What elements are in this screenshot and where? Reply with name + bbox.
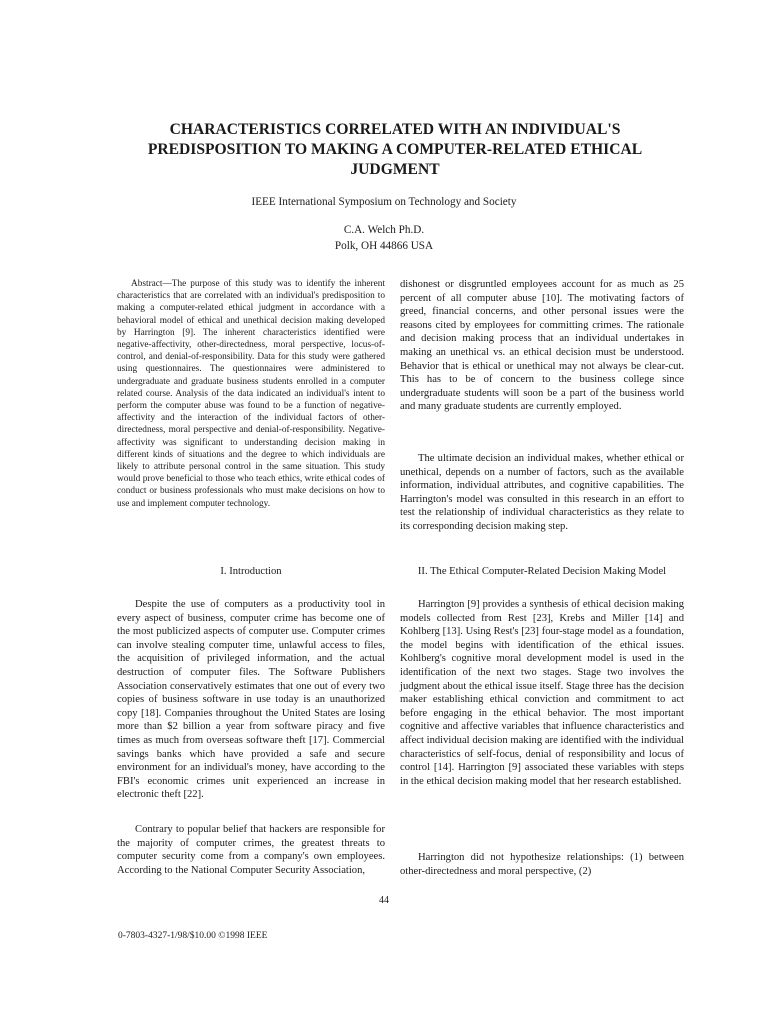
section-1-paragraph-1: Despite the use of computers as a productivity tool in every aspect of business, computer crime has become one of the most publicized aspects of computer use. Computer crimes can involve stealing computer time, unlawful access to files, the acquisition of privileged information, and the actual destruction of computer files. The Software Publishers Association conservatively estimates that one out of every two copies of business software in use today is an unauthorized copy [18]. Companies throughout the United States are losing more than $2 billion a year from software piracy and five times as much from overseas software theft [17]. Commercial savings banks which have provided a safe and secure environment for an individual's money, have according to the FBI's economic crimes unit experienced an increase in electronic theft [22]. (117, 599, 385, 801)
right-column-paragraph-1: dishonest or disgruntled employees account for as much as 25 percent of all computer abuse [10]. The motivating factors of greed, financial concerns, and other personal issues were the reasons cited by employees for committing crimes. The rationale and decision making process that an individual undertakes in making an unethical vs. an ethical decision must be understood. Behavior that is ethical or unethical may not always be clear-cut. This has to be of concern to the business college since undergraduate students will soon be a part of the business world and many graduate students are currently employed. (400, 279, 684, 413)
section-2-paragraph-2: Harrington did not hypothesize relationships: (1) between other-directedness and moral perspective, (2) (400, 852, 684, 877)
title-block (100, 120, 690, 180)
author-location: Polk, OH 44866 USA (334, 240, 434, 252)
section-2-paragraph-1: Harrington [9] provides a synthesis of ethical decision making models collected from Rest [23], Krebs and Miller [14] and Kohlberg [13]. Using Rest's [23] four-stage model as a foundation, the model begins with identification of the ethical issues. Kohlberg's cognitive moral development model is used in the identification of the next two stages. Stage two involves the judgment about the ethical issue itself. Stage three has the decision maker establishing ethical conviction and commitment to act before engaging in the ethical behavior. The most important cognitive and affective variables that influence characteristics and affect individual decision making are identified with the individual characteristics of self-focus, denial of responsibility and locus of control [14]. Harrington [9] associated these variables with steps in the ethical decision making model that her research established. (400, 599, 684, 787)
section-1-paragraph-2: Contrary to popular belief that hackers are responsible for the majority of computer crimes, the greatest threats to computer security come from a company's own employees. According to the National Computer Security Association, (117, 824, 385, 876)
section-2-heading: II. The Ethical Computer-Related Decision Making Model (417, 566, 667, 577)
right-column-paragraph-2: The ultimate decision an individual makes, whether ethical or unethical, depends on a number of factors, such as the available information, individual attributes, and cognitive capabilities. The Harrington's model was consulted in this research in an effort to test the relationship of individual characteristics as they relate to its corresponding decision making step. (400, 453, 684, 532)
author-name: C.A. Welch Ph.D. (343, 224, 425, 236)
page-number: 44 (379, 895, 389, 906)
section-1-heading: I. Introduction (220, 566, 282, 577)
paper-title: CHARACTERISTICS CORRELATED WITH AN INDIVIDUAL'S PREDISPOSITION TO MAKING A COMPUTER-RELATED ETHICAL JUDGMENT (147, 121, 643, 178)
abstract: Abstract—The purpose of this study was to identify the inherent characteristics that are correlated with an individual's predisposition to making a computer-related ethical judgment in accordance with a behavioral model of ethical and unethical decision making developed by Harrington [9]. The inherent characteristics identified were negative-affectivity, other-directedness, moral perspective, locus-of-control, and denial-of-responsibility. Data for this study were gathered using questionnaires. The questionnaires were administered to undergraduate and graduate business students enrolled in a computer related course. Analysis of the data indicated an individual's intent to perform the computer abuse was found to be a function of negative-affectivity and the interaction of the individual factors of other-directedness, moral perspective and denial-of-responsibility. Negative-affectivity was significant to understanding decision making in different kinds of situations and the degree to which individuals are likely to attribute personal control in the same situation. This study would prove beneficial to those who teach ethics, write ethical codes of conduct or business professionals who must make decisions on how to use and implement computer technology. (117, 279, 385, 509)
conference-name: IEEE International Symposium on Technology and Society (251, 196, 517, 208)
copyright-notice: 0-7803-4327-1/98/$10.00 ©1998 IEEE (118, 931, 268, 941)
